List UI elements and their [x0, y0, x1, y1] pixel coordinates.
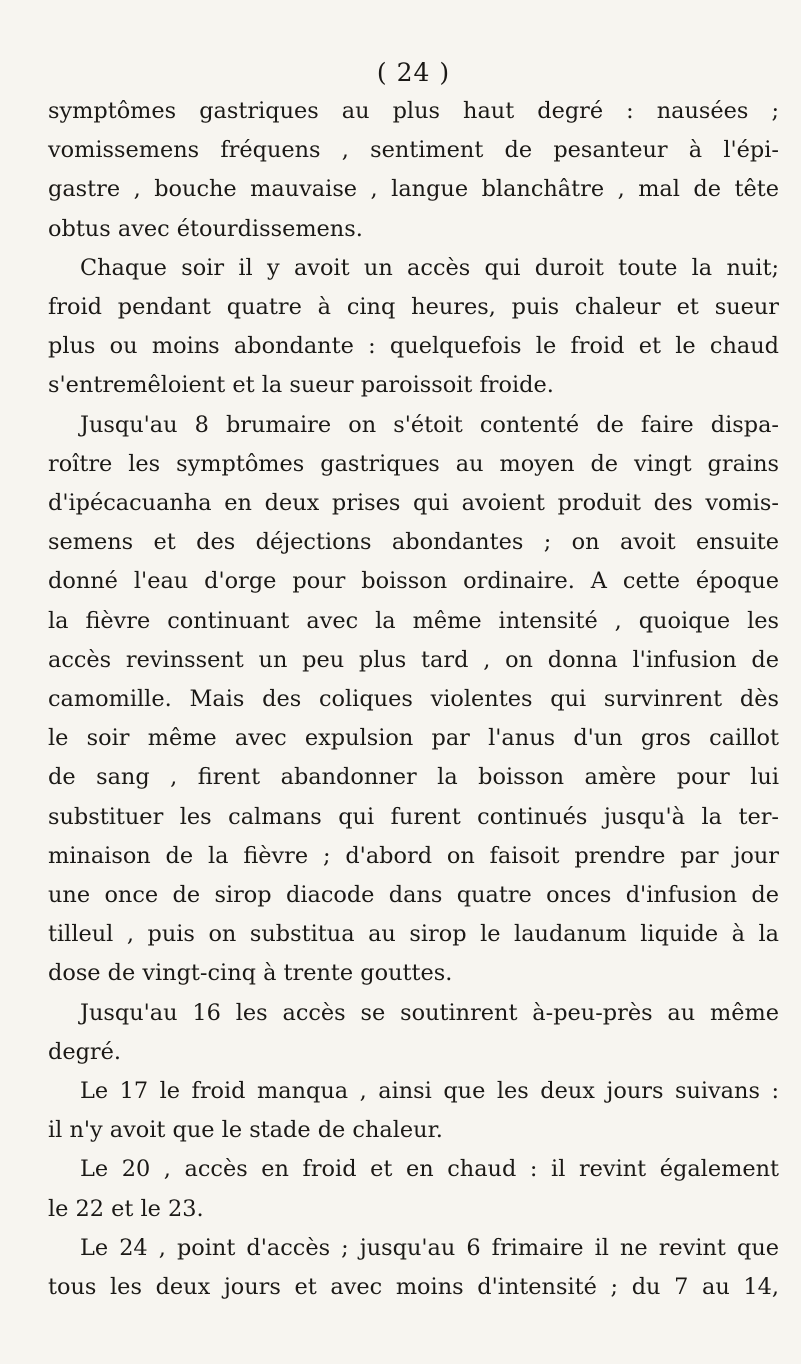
text-line: substituer les calmans qui furent continués jusqu'à la ter- — [48, 803, 779, 830]
text-line: le 22 et le 23. — [48, 1195, 204, 1222]
body-text — [48, 92, 779, 1307]
text-line: une once de sirop diacode dans quatre onces d'infusion de — [48, 882, 779, 909]
text-line: froid pendant quatre à cinq heures, puis chaleur et sueur — [48, 294, 779, 321]
text-line: s'entremêloient et la sueur paroissoit froide. — [48, 372, 554, 399]
text-line: vomissemens fréquens , sentiment de pesanteur à l'épi- — [48, 137, 779, 164]
text-line: plus ou moins abondante : quelquefois le froid et le chaud — [48, 333, 779, 360]
text-line: Chaque soir il y avoit un accès qui duroit toute la nuit; — [80, 254, 779, 281]
text-line: obtus avec étourdissemens. — [48, 215, 363, 242]
text-line: accès revinssent un peu plus tard , on donna l'infusion de — [48, 646, 779, 673]
text-line: de sang , firent abandonner la boisson amère pour lui — [48, 764, 779, 791]
text-line: donné l'eau d'orge pour boisson ordinaire. A cette époque — [48, 568, 779, 595]
text-line: d'ipécacuanha en deux prises qui avoient produit des vomis- — [48, 490, 779, 517]
text-line: Le 20 , accès en froid et en chaud : il revint également — [80, 1156, 779, 1183]
text-line: le soir même avec expulsion par l'anus d'un gros caillot — [48, 725, 779, 752]
text-line: minaison de la fièvre ; d'abord on faisoit prendre par jour — [48, 842, 779, 869]
text-line: tous les deux jours et avec moins d'intensité ; du 7 au 14, — [48, 1274, 779, 1301]
text-line: degré. — [48, 1038, 121, 1065]
text-line: la fièvre continuant avec la même intensité , quoique les — [48, 607, 779, 634]
text-line: tilleul , puis on substitua au sirop le laudanum liquide à la — [48, 921, 779, 948]
text-line: symptômes gastriques au plus haut degré : nausées ; — [48, 98, 779, 124]
text-line: Le 24 , point d'accès ; jusqu'au 6 frimaire il ne revint que — [80, 1234, 779, 1261]
text-line: Le 17 le froid manqua , ainsi que les deux jours suivans : — [80, 1078, 779, 1105]
page-number: ( 24 ) — [376, 58, 451, 87]
text-line: roître les symptômes gastriques au moyen de vingt grains — [48, 450, 779, 477]
text-line: semens et des déjections abondantes ; on avoit ensuite — [48, 529, 779, 556]
text-line: Jusqu'au 16 les accès se soutinrent à-peu-près au même — [80, 999, 779, 1026]
text-line: dose de vingt-cinq à trente gouttes. — [48, 960, 453, 987]
text-line: Jusqu'au 8 brumaire on s'étoit contenté de faire dispa- — [80, 411, 779, 438]
text-line: gastre , bouche mauvaise , langue blanchâtre , mal de tête — [48, 176, 779, 203]
text-line: il n'y avoit que le stade de chaleur. — [48, 1117, 443, 1144]
text-line: camomille. Mais des coliques violentes qui survinrent dès — [48, 686, 779, 713]
